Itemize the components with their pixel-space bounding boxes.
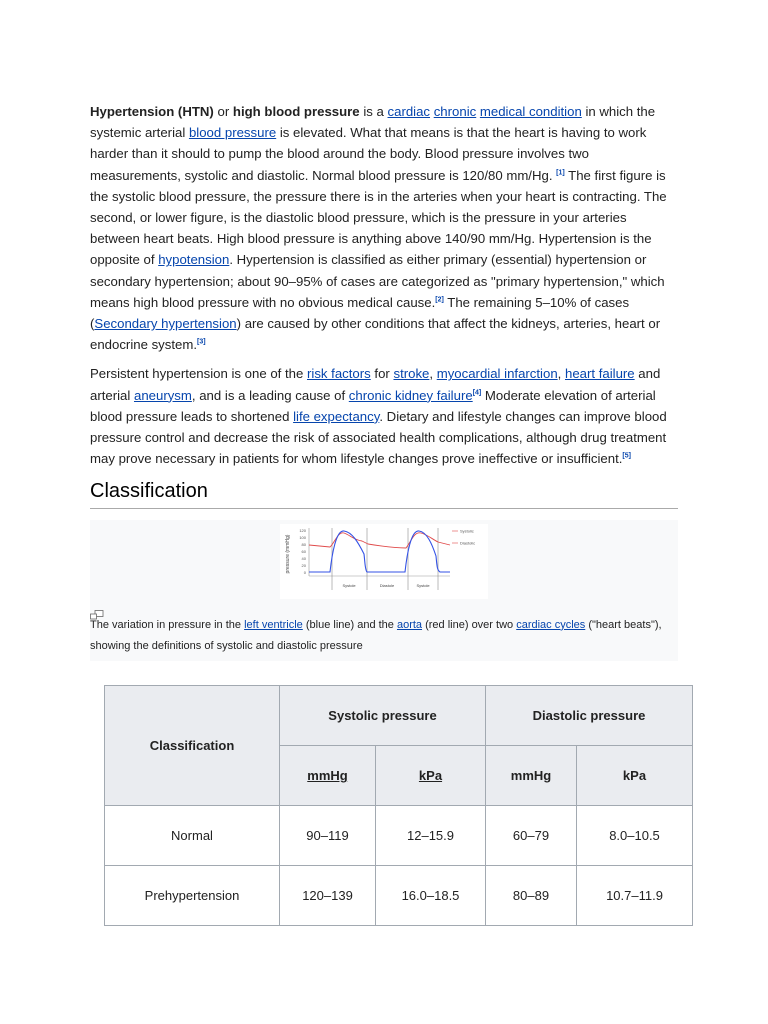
left-ventricle-pressure-line [309,531,450,572]
link-stroke[interactable]: stroke [393,366,430,382]
phase-label: Systole [342,582,356,588]
classification-table [104,685,693,926]
phase-label: Systole [416,582,430,588]
text: , [557,366,565,382]
section-heading-classification: Classification [90,477,678,508]
ref-2[interactable] [435,296,444,303]
text: , and is a leading cause of [191,387,349,403]
y-tick: 40 [301,555,306,561]
text: (red line) over two [422,618,517,631]
text: in which the systemic arterial [90,104,656,141]
text: The first figure is the systolic blood pressure, the pressure there is in the arteries when your heart is contracting. The second, or lower figure, is the diastolic blood pressure, which is the pressure in your arteries between heart beats. High blood pressure is anything above 140/90 mm/Hg. Hypertension is the opposite of [90,167,667,268]
header-diastolic: Diastolic pressure [486,686,693,746]
link-hypotension[interactable]: hypotension [158,252,230,268]
y-ticks [299,528,306,575]
cell-diastolic-mmhg: 80–89 [486,866,577,926]
row-label: Normal [105,806,280,866]
text: The variation in pressure in the [90,618,245,631]
table-header-row [105,686,693,746]
ref-4[interactable] [473,389,482,396]
ref-5[interactable] [622,453,631,460]
intro-paragraph [90,101,678,355]
risk-paragraph [90,363,678,469]
legend [452,528,475,545]
subheader-mmhg-systolic[interactable]: mmHg [280,746,376,806]
text: or [213,104,233,119]
cell-diastolic-kpa: 8.0–10.5 [577,806,693,866]
subheader-mmhg-diastolic: mmHg [486,746,577,806]
text: ) are caused by other conditions that affect the kidneys, arteries, heart or endocrine system. [90,316,661,353]
cell-diastolic-mmhg: 60–79 [486,806,577,866]
link-left-ventricle[interactable]: left ventricle [244,618,303,631]
term-high-bp: high blood pressure [232,104,360,119]
y-tick: 80 [301,541,306,547]
link-heart-failure[interactable]: heart failure [564,366,635,382]
ref-2-link[interactable]: [2] [435,296,444,304]
text: , [429,366,437,382]
ref-1[interactable] [556,169,565,176]
legend-systolic: Systolic [460,528,474,534]
text: The remaining 5–10% of cases ( [90,294,630,332]
text: is a [359,104,388,119]
text: and arterial [90,366,661,403]
link-chronic[interactable]: chronic [433,104,477,119]
table-row [105,806,693,866]
link-risk-factors[interactable]: risk factors [307,366,371,382]
ref-1-link[interactable]: [1] [556,169,565,177]
article-body [90,101,678,661]
link-aneurysm[interactable]: aneurysm [133,387,192,403]
text: ("heart beats"), showing the definitions of systolic and diastolic pressure [90,618,662,652]
cell-systolic-kpa: 16.0–18.5 [376,866,486,926]
text: for [370,366,394,382]
cell-diastolic-kpa: 10.7–11.9 [577,866,693,926]
magnify-clip-icon[interactable] [90,605,104,615]
link-secondary-hypertension[interactable]: Secondary hypertension [94,316,237,332]
cell-systolic-kpa: 12–15.9 [376,806,486,866]
legend-diastolic: Diastolic [460,540,476,546]
subheader-kpa-diastolic: kPa [577,746,693,806]
header-classification: Classification [105,686,280,806]
y-tick: 20 [301,562,306,568]
cell-systolic-mmhg: 120–139 [280,866,376,926]
link-myocardial-infarction[interactable]: myocardial infarction [436,366,558,382]
table-row [105,866,693,926]
ref-3[interactable] [197,339,206,346]
pressure-chart [280,524,488,599]
cell-systolic-mmhg: 90–119 [280,806,376,866]
text: . Hypertension is classified as either primary (essential) hypertension or secondary hypertension; about 90–95% of cases are categorized as "primary hypertension," which means high blood pressure with no obvious medical cause. [90,252,665,310]
subheader-kpa-systolic[interactable]: kPa [376,746,486,806]
ref-5-link[interactable]: [5] [622,452,631,460]
figure [90,520,678,661]
link-blood-pressure[interactable]: blood pressure [188,125,277,141]
header-systolic: Systolic pressure [280,686,486,746]
link-chronic-kidney-failure[interactable]: chronic kidney failure [348,387,473,403]
text: is elevated. What that means is that the heart is having to work harder than it should to pump the blood around the body. Blood pressure involves two measurements, systolic and diastolic. Normal blood pressure is 120/80 mm/Hg. [90,125,647,183]
text: Moderate elevation of arterial blood pressure leads to shortened [90,387,656,424]
link-life-expectancy[interactable]: life expectancy [293,408,380,424]
text: . Dietary and lifestyle changes can improve blood pressure control and decrease the risk of associated health complications, although drug treatment may prove necessary in patients for whom lifestyle changes prove ineffective or insufficient. [90,408,667,467]
figure-caption [90,615,678,657]
y-tick: 120 [299,527,306,533]
phase-label: Diastole [379,582,395,588]
y-tick: 100 [299,534,306,540]
link-cardiac-cycles[interactable]: cardiac cycles [516,618,586,631]
pressure-chart-image[interactable] [280,524,488,599]
link-cardiac[interactable]: cardiac [387,104,431,119]
link-aorta[interactable]: aorta [396,618,423,631]
y-tick: 0 [303,569,306,575]
row-label: Prehypertension [105,866,280,926]
phase-labels [342,583,430,588]
term-htn: Hypertension (HTN) [90,104,214,119]
y-tick: 60 [301,548,306,554]
ref-4-link[interactable]: [4] [472,389,482,397]
link-medical-condition[interactable]: medical condition [479,104,582,119]
chart-ylabel: pressure (mmHg) [285,534,291,574]
ref-3-link[interactable]: [3] [197,338,206,346]
text: (blue line) and the [302,618,397,631]
text: Persistent hypertension is one of the [90,366,307,382]
